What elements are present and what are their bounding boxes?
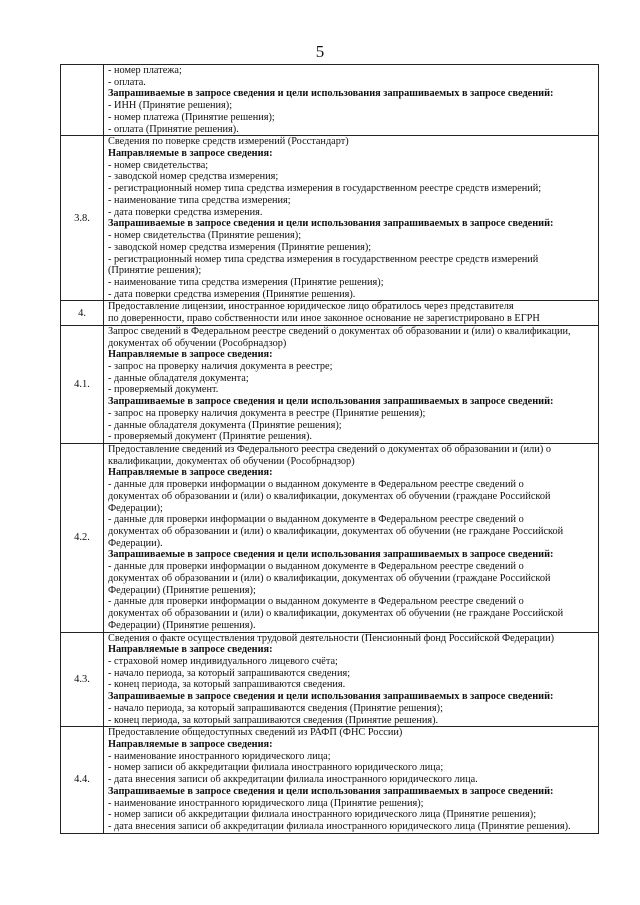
row-content bbox=[104, 632, 599, 727]
text-line: - заводской номер средства измерения (Принятие решения); bbox=[108, 241, 372, 253]
text-line: - номер свидетельства; bbox=[108, 159, 209, 171]
text-line: - начало периода, за который запрашиваются сведения (Принятие решения); bbox=[108, 702, 443, 714]
row-content bbox=[104, 301, 599, 325]
section-heading: Запрашиваемые в запросе сведения и цели использования запрашиваемых в запросе сведений: bbox=[108, 549, 554, 561]
text-line: - регистрационный номер типа средства измерения в государственном реестре средств измерений; bbox=[108, 183, 542, 195]
row-content bbox=[104, 444, 599, 633]
text-line: Предоставление сведений из Федерального реестра сведений о документах об образовании и (или) о bbox=[108, 444, 551, 455]
text-line: - наименование иностранного юридического лица; bbox=[108, 750, 331, 762]
text-line: Предоставление лицензии, иностранное юридическое лицо обратилось через представителя bbox=[108, 301, 514, 313]
text-line: Федерации); bbox=[108, 502, 163, 514]
text-line: - оплата (Принятие решения). bbox=[108, 123, 239, 135]
section-heading: Запрашиваемые в запросе сведения и цели использования запрашиваемых в запросе сведений: bbox=[108, 218, 554, 230]
section-heading: Запрашиваемые в запросе сведения и цели использования запрашиваемых в запросе сведений: bbox=[108, 396, 554, 408]
text-line: документах об образовании и (или) о квалификации, документах об обучении (граждане Российской bbox=[108, 572, 551, 584]
table-row bbox=[61, 301, 599, 325]
text-line: - страховой номер индивидуального лицевого счёта; bbox=[108, 655, 338, 667]
row-content bbox=[104, 65, 599, 136]
text-line: - дата внесения записи об аккредитации филиала иностранного юридического лица. bbox=[108, 774, 478, 786]
text-line: Сведения о факте осуществления трудовой деятельности (Пенсионный фонд Российской Федерации) bbox=[108, 632, 555, 644]
text-line: - данные для проверки информации о выданном документе в Федеральном реестре сведений о bbox=[108, 514, 524, 526]
section-heading: Направляемые в запросе сведения: bbox=[108, 349, 273, 361]
table-row bbox=[61, 632, 599, 727]
row-content bbox=[104, 727, 599, 833]
row-number: 4.1. bbox=[61, 325, 104, 443]
row-content bbox=[104, 136, 599, 301]
text-line: (Принятие решения); bbox=[108, 265, 202, 277]
text-line: - конец периода, за который запрашиваются сведения. bbox=[108, 679, 346, 691]
text-line: документах об образовании и (или) о квалификации, документах об обучении (не граждане Российской bbox=[108, 526, 564, 538]
text-line: - данные обладателя документа (Принятие решения); bbox=[108, 419, 342, 431]
text-line: Запрос сведений в Федеральном реестре сведений о документах об образовании и (или) о квалификации, bbox=[108, 325, 571, 337]
text-line: - наименование иностранного юридического лица (Принятие решения); bbox=[108, 797, 424, 809]
services-table-body bbox=[61, 65, 599, 834]
text-line: - номер платежа (Принятие решения); bbox=[108, 111, 275, 123]
text-line: квалификации, документах об обучении (Рособрнадзор) bbox=[108, 455, 355, 467]
table-row bbox=[61, 727, 599, 833]
text-line: - дата поверки средства измерения. bbox=[108, 206, 263, 218]
row-content bbox=[104, 325, 599, 443]
text-line: - данные для проверки информации о выданном документе в Федеральном реестре сведений о bbox=[108, 479, 524, 491]
row-number: 4.2. bbox=[61, 444, 104, 633]
section-heading: Запрашиваемые в запросе сведения и цели использования запрашиваемых в запросе сведений: bbox=[108, 785, 554, 797]
text-line: - данные для проверки информации о выданном документе в Федеральном реестре сведений о bbox=[108, 561, 524, 573]
row-number: 4.3. bbox=[61, 632, 104, 727]
text-line: Федерации). bbox=[108, 537, 163, 549]
text-line: - проверяемый документ. bbox=[108, 384, 219, 396]
text-line: - проверяемый документ (Принятие решения). bbox=[108, 431, 312, 443]
text-line: Предоставление общедоступных сведений из РАФП (ФНС России) bbox=[108, 727, 403, 739]
text-line: - дата поверки средства измерения (Принятие решения). bbox=[108, 288, 356, 300]
row-number: 4.4. bbox=[61, 727, 104, 833]
section-heading: Направляемые в запросе сведения: bbox=[108, 738, 273, 750]
section-heading: Направляемые в запросе сведения: bbox=[108, 644, 273, 656]
text-line: - дата внесения записи об аккредитации филиала иностранного юридического лица (Принятие решения). bbox=[108, 821, 571, 832]
text-line: - ИНН (Принятие решения); bbox=[108, 100, 233, 112]
text-line: - регистрационный номер типа средства измерения в государственном реестре средств измерений bbox=[108, 253, 539, 265]
text-line: - данные для проверки информации о выданном документе в Федеральном реестре сведений о bbox=[108, 596, 524, 608]
text-line: - запрос на проверку наличия документа в реестре (Принятие решения); bbox=[108, 407, 426, 419]
row-number: 4. bbox=[61, 301, 104, 325]
table-row bbox=[61, 65, 599, 136]
text-line: - данные обладателя документа; bbox=[108, 372, 249, 384]
text-line: - наименование типа средства измерения (Принятие решения); bbox=[108, 276, 384, 288]
text-line: документах об образовании и (или) о квалификации, документах об обучении (не граждане Российской bbox=[108, 608, 564, 620]
section-heading: Запрашиваемые в запросе сведения и цели использования запрашиваемых в запросе сведений: bbox=[108, 88, 554, 100]
text-line: - заводской номер средства измерения; bbox=[108, 171, 279, 183]
services-table bbox=[60, 64, 599, 834]
text-line: - номер платежа; bbox=[108, 65, 182, 76]
table-row bbox=[61, 444, 599, 633]
text-line: - номер свидетельства (Принятие решения); bbox=[108, 230, 302, 242]
text-line: документах об образовании и (или) о квалификации, документах об обучении (граждане Российской bbox=[108, 490, 551, 502]
table-row bbox=[61, 136, 599, 301]
text-line: документах об обучении (Рособрнадзор) bbox=[108, 337, 287, 349]
text-line: - наименование типа средства измерения; bbox=[108, 194, 291, 206]
text-line: - запрос на проверку наличия документа в реестре; bbox=[108, 360, 333, 372]
table-row bbox=[61, 325, 599, 443]
row-number bbox=[61, 65, 104, 136]
text-line: - конец периода, за который запрашиваются сведения (Принятие решения). bbox=[108, 714, 439, 726]
section-heading: Запрашиваемые в запросе сведения и цели использования запрашиваемых в запросе сведений: bbox=[108, 691, 554, 703]
text-line: Федерации) (Принятие решения); bbox=[108, 584, 256, 596]
row-number: 3.8. bbox=[61, 136, 104, 301]
text-line: - номер записи об аккредитации филиала иностранного юридического лица (Принятие решения); bbox=[108, 809, 537, 821]
page-number: 5 bbox=[315, 42, 325, 61]
text-line: - начало периода, за который запрашиваются сведения; bbox=[108, 667, 351, 679]
section-heading: Направляемые в запросе сведения: bbox=[108, 148, 273, 160]
text-line: по доверенности, право собственности или иное законное основание не зарегистрировано в ЕГРН bbox=[108, 313, 540, 325]
text-line: - номер записи об аккредитации филиала иностранного юридического лица; bbox=[108, 762, 444, 774]
section-heading: Направляемые в запросе сведения: bbox=[108, 467, 273, 479]
text-line: - оплата. bbox=[108, 76, 146, 88]
text-line: Сведения по поверке средств измерений (Росстандарт) bbox=[108, 136, 349, 148]
text-line: Федерации) (Принятие решения). bbox=[108, 619, 256, 631]
